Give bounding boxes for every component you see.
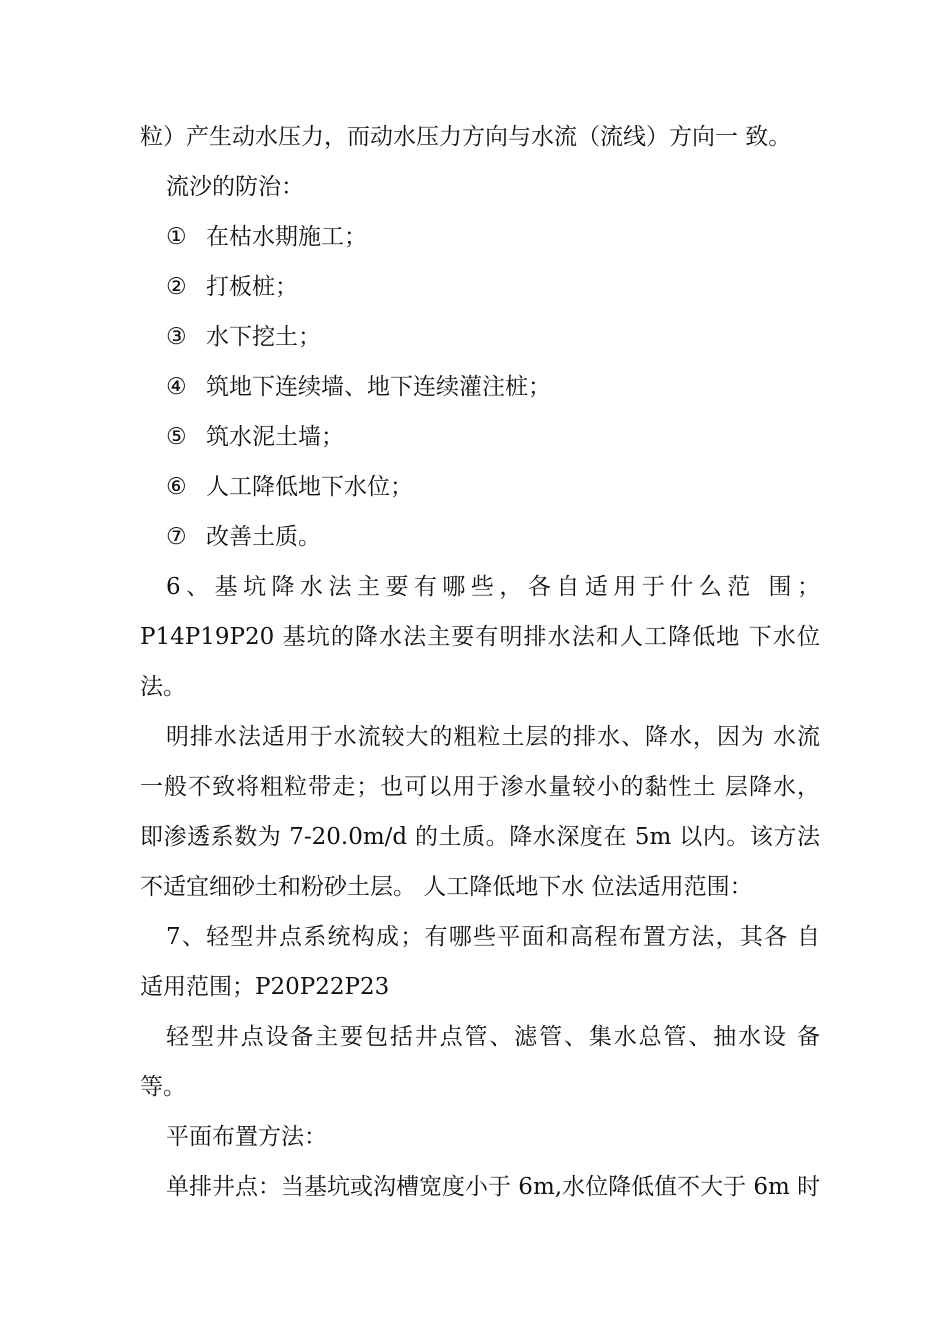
list-text: 改善土质。: [206, 524, 321, 550]
list-item: [166, 220, 846, 254]
list-text: 筑水泥土墙；: [206, 424, 344, 450]
paragraph-line: 粒）产生动水压力，而动水压力方向与水流（流线）方向一 致。: [140, 124, 792, 150]
paragraph-line: 一般不致将粗粒带走；也可以用于渗水量较小的黏性土 层降水，: [140, 774, 820, 800]
list-text: 打板桩；: [206, 274, 298, 300]
section-heading: 流沙的防治：: [166, 174, 304, 200]
paragraph-line: 不适宜细砂土和粉砂土层。 人工降低地下水 位法适用范围：: [140, 874, 753, 900]
list-number: ⑦: [166, 524, 187, 550]
list-text: 在枯水期施工；: [206, 224, 367, 250]
list-text: 人工降低地下水位；: [206, 474, 413, 500]
list-item: [166, 270, 846, 304]
list-number: ①: [166, 224, 187, 250]
question-heading: 6、基坑降水法主要有哪些，各自适用于什么范 围；: [166, 574, 820, 600]
list-item: [166, 470, 846, 504]
list-item: [166, 420, 846, 454]
paragraph-line: 适用范围；P20P22P23: [140, 974, 390, 1000]
list-number: ⑥: [166, 474, 187, 500]
paragraph-line: 法。: [140, 674, 186, 700]
paragraph-line: 等。: [140, 1074, 186, 1100]
paragraph-line: P14P19P20 基坑的降水法主要有明排水法和人工降低地 下水位: [140, 624, 820, 650]
question-heading: 7、轻型井点系统构成；有哪些平面和高程布置方法，其各 自: [166, 924, 820, 950]
list-number: ④: [166, 374, 187, 400]
paragraph-line: 明排水法适用于水流较大的粗粒土层的排水、降水，因为 水流: [166, 724, 820, 750]
list-item: [166, 320, 846, 354]
list-text: 水下挖土；: [206, 324, 321, 350]
paragraph-line: 轻型井点设备主要包括井点管、滤管、集水总管、抽水设 备: [166, 1024, 820, 1050]
list-item: [166, 370, 846, 404]
section-heading: 平面布置方法：: [166, 1124, 327, 1150]
paragraph-line: 即渗透系数为 7-20.0m/d 的土质。降水深度在 5m 以内。该方法: [140, 824, 820, 850]
list-item: [166, 520, 846, 554]
list-number: ③: [166, 324, 187, 350]
list-number: ⑤: [166, 424, 187, 450]
list-number: ②: [166, 274, 187, 300]
paragraph-line: 单排井点：当基坑或沟槽宽度小于 6m,水位降低值不大于 6m 时: [166, 1174, 821, 1200]
list-text: 筑地下连续墙、地下连续灌注桩；: [206, 374, 551, 400]
